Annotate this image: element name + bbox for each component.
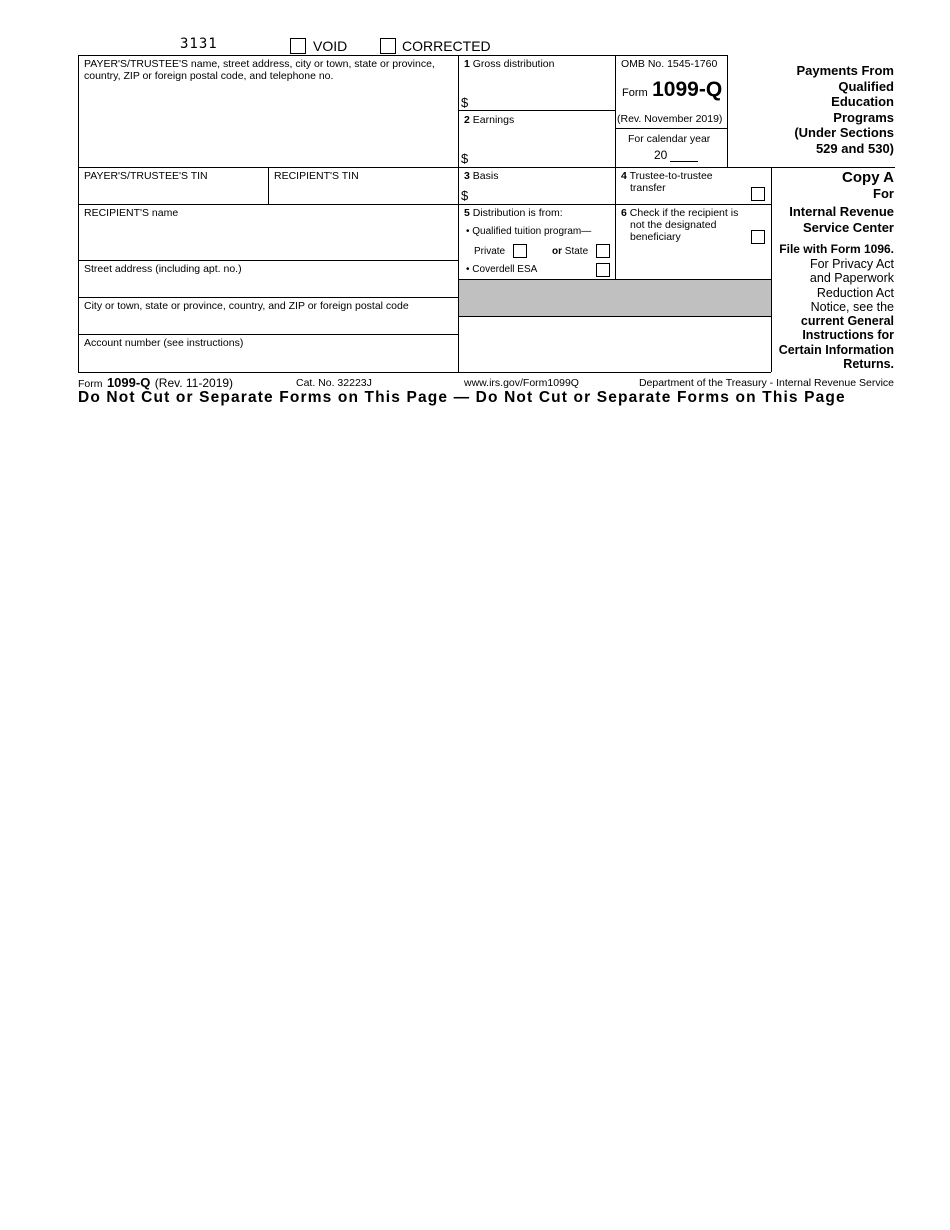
box4-label-line2: transfer xyxy=(630,182,666,194)
recipient-tin-label: RECIPIENT'S TIN xyxy=(274,170,359,182)
payer-info-label: PAYER'S/TRUSTEE'S name, street address, city or town, state or province, country, ZIP or foreign postal code, and telephone no. xyxy=(84,58,435,82)
box5-qtp-label: • Qualified tuition program— xyxy=(466,226,592,237)
calendar-year-field[interactable] xyxy=(670,147,698,162)
box6-label: 6 Check if the recipient is xyxy=(621,207,739,219)
box2-dollar: $ xyxy=(461,151,469,166)
box1-field[interactable] xyxy=(472,92,612,109)
box2-label: 2 Earnings xyxy=(464,114,515,126)
irs-center: Internal Revenue Service Center xyxy=(789,204,894,235)
account-field[interactable] xyxy=(79,351,457,371)
footer-cat-no: Cat. No. 32223J xyxy=(296,377,372,389)
box5-label: 5 Distribution is from: xyxy=(464,207,563,219)
copy-a-label: Copy A xyxy=(842,169,894,186)
payer-tin-field[interactable] xyxy=(79,184,267,203)
corrected-checkbox[interactable] xyxy=(380,38,396,54)
copy-a-block: Copy A For xyxy=(773,169,894,202)
payer-tin-label: PAYER'S/TRUSTEE'S TIN xyxy=(84,170,208,182)
box4-label: 4 Trustee-to-trustee xyxy=(621,170,713,182)
box3-field[interactable] xyxy=(472,186,612,203)
account-label: Account number (see instructions) xyxy=(84,337,244,349)
box5-private-checkbox[interactable] xyxy=(513,244,527,258)
footer-website[interactable]: www.irs.gov/Form1099Q xyxy=(464,377,579,389)
street-field[interactable] xyxy=(79,277,457,296)
form-title: Payments From Qualified Education Programs (Under Sections 529 and 530) xyxy=(794,63,894,156)
footer-form-name: Form 1099-Q (Rev. 11-2019) xyxy=(78,375,234,390)
box6-label-line2: not the designated xyxy=(630,219,717,231)
box6-checkbox[interactable] xyxy=(751,230,765,244)
box5-coverdell-checkbox[interactable] xyxy=(596,263,610,277)
void-checkbox[interactable] xyxy=(290,38,306,54)
city-field[interactable] xyxy=(79,314,457,333)
box3-label: 3 Basis xyxy=(464,170,499,182)
box1-dollar: $ xyxy=(461,95,469,110)
box4-checkbox[interactable] xyxy=(751,187,765,201)
privacy-notice: For Privacy Act and Paperwork Reduction Act Notice, see the current General Instructions for Certain Information Returns. xyxy=(778,257,894,372)
form-code: 3131 xyxy=(180,36,218,52)
recipient-name-field[interactable] xyxy=(79,221,457,259)
city-label: City or town, state or province, country, and ZIP or foreign postal code xyxy=(84,300,409,312)
box5-state-checkbox[interactable] xyxy=(596,244,610,258)
box6-label-line3: beneficiary xyxy=(630,231,681,243)
street-label: Street address (including apt. no.) xyxy=(84,263,242,275)
box2-field[interactable] xyxy=(472,148,612,165)
shaded-area xyxy=(459,280,771,316)
file-with-1096: File with Form 1096. xyxy=(779,242,894,256)
recipient-name-label: RECIPIENT'S name xyxy=(84,207,179,219)
recipient-tin-field[interactable] xyxy=(269,184,457,203)
omb-number: OMB No. 1545-1760 xyxy=(621,58,718,70)
box5-private-label: Private xyxy=(474,246,506,257)
footer-department: Department of the Treasury - Internal Revenue Service xyxy=(638,377,894,389)
do-not-cut-notice: Do Not Cut or Separate Forms on This Page — Do Not Cut or Separate Forms on This Page xyxy=(78,389,846,406)
corrected-label: CORRECTED xyxy=(402,38,491,54)
box5-state-label: or State xyxy=(552,246,589,257)
void-label: VOID xyxy=(313,38,348,54)
box1-label: 1 Gross distribution xyxy=(464,58,555,70)
box5-coverdell-label: • Coverdell ESA xyxy=(466,264,538,275)
payer-info-field[interactable] xyxy=(79,82,457,166)
box3-dollar: $ xyxy=(461,188,469,203)
calendar-year-prefix: 20 xyxy=(654,148,668,162)
form-name: Form 1099-Q xyxy=(622,78,723,101)
calendar-year-label: For calendar year xyxy=(628,133,711,145)
rev-date: (Rev. November 2019) xyxy=(617,113,723,125)
